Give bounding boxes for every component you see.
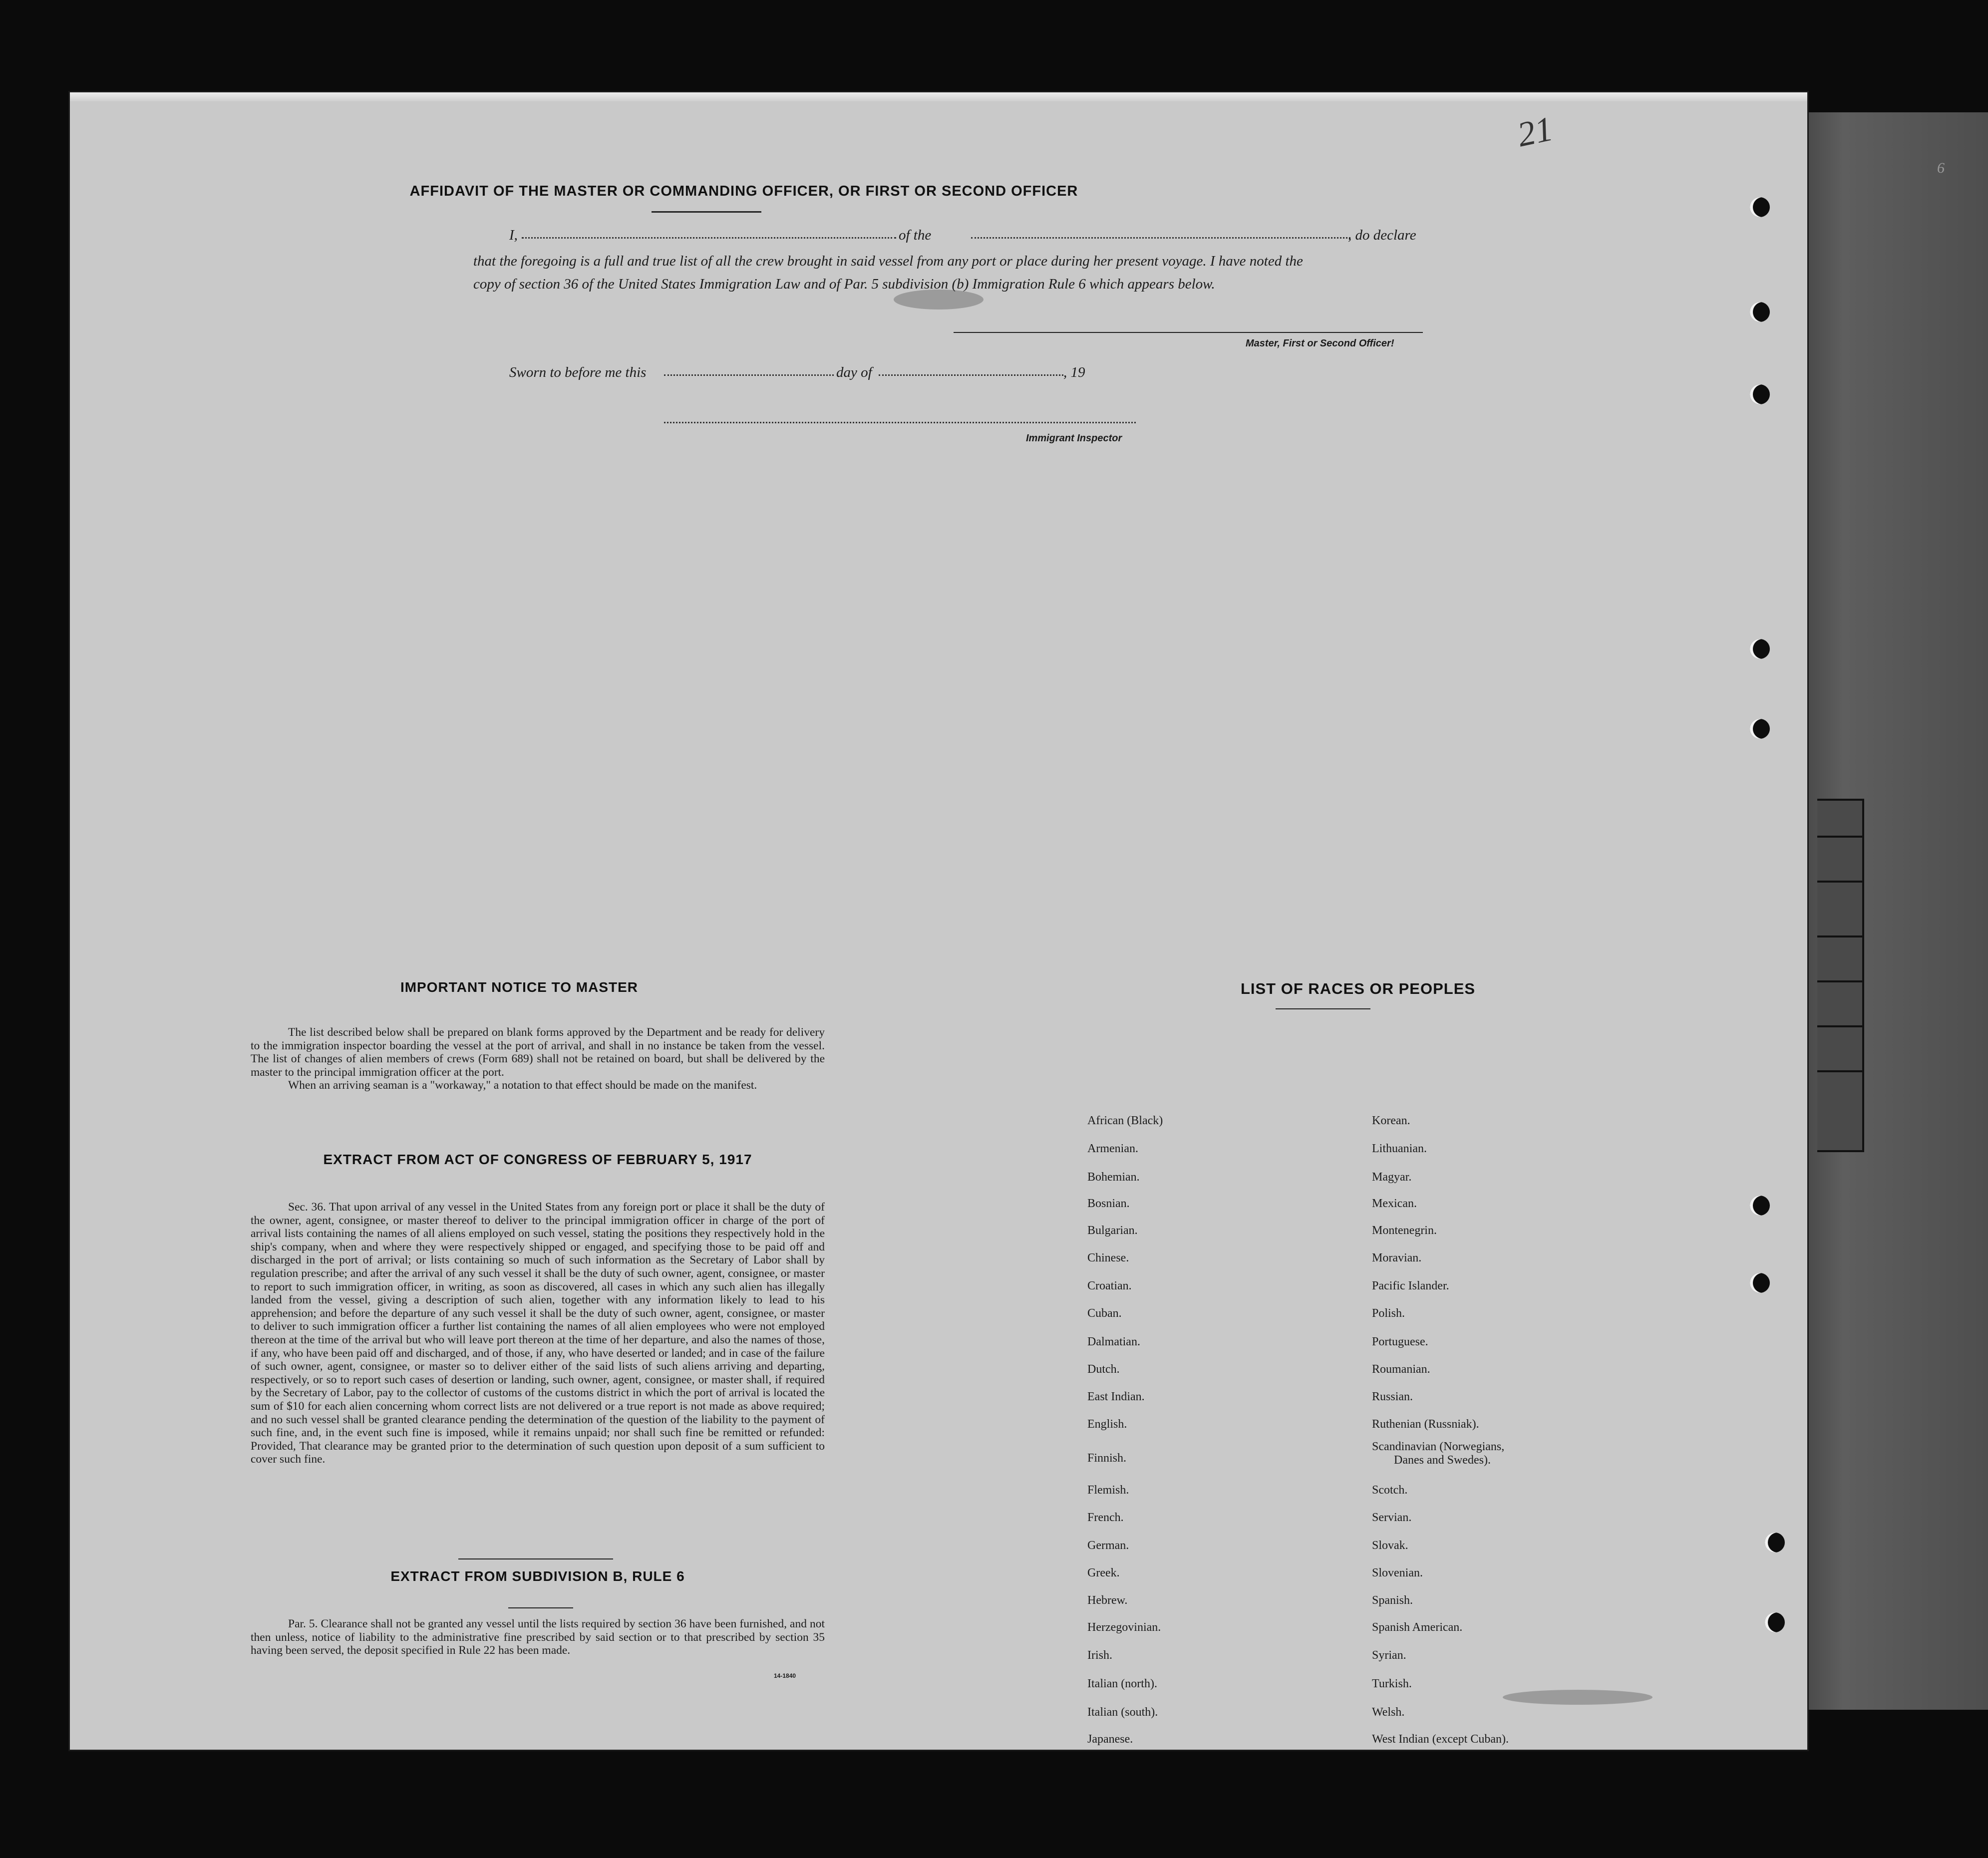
- binder-hole: [1750, 384, 1770, 404]
- race-item: Moravian.: [1372, 1251, 1422, 1264]
- race-item: Syrian.: [1372, 1649, 1406, 1662]
- affidavit-i: I,: [509, 227, 518, 243]
- race-item: Ruthenian (Russniak).: [1372, 1418, 1479, 1431]
- inspector-caption: Immigrant Inspector: [1026, 433, 1122, 444]
- inspector-signature-blank[interactable]: [664, 422, 1136, 423]
- race-item: Servian.: [1372, 1511, 1412, 1524]
- race-item-continuation: Danes and Swedes).: [1394, 1454, 1491, 1467]
- race-item: Spanish American.: [1372, 1621, 1463, 1634]
- rule-extract-text: [251, 1617, 825, 1657]
- notice-paragraph: When an arriving seaman is a "workaway," a notation to that effect should be made on the manifest.: [288, 1079, 757, 1092]
- race-item: Scandinavian (Norwegians,: [1372, 1440, 1505, 1453]
- race-item: West Indian (except Cuban).: [1372, 1733, 1509, 1746]
- race-item: Roumanian.: [1372, 1363, 1430, 1376]
- race-item: Turkish.: [1372, 1677, 1412, 1690]
- race-item: Dutch.: [1087, 1363, 1120, 1376]
- tab-line: [1817, 935, 1862, 937]
- race-item: Polish.: [1372, 1307, 1405, 1320]
- act-extract-title: EXTRACT FROM ACT OF CONGRESS OF FEBRUARY 5, 1917: [323, 1152, 752, 1167]
- race-item: Flemish.: [1087, 1484, 1129, 1497]
- races-title: LIST OF RACES OR PEOPLES: [1240, 980, 1476, 997]
- race-item: Chinese.: [1087, 1251, 1129, 1264]
- race-item: French.: [1087, 1511, 1124, 1524]
- race-item: Welsh.: [1372, 1706, 1405, 1719]
- rule-extract-title: EXTRACT FROM SUBDIVISION B, RULE 6: [390, 1568, 685, 1584]
- side-mark: 6: [1937, 160, 1945, 176]
- race-item: Russian.: [1372, 1390, 1413, 1403]
- tab-line: [1817, 1025, 1862, 1027]
- act-extract-paragraph: Sec. 36. That upon arrival of any vessel in the United States from any foreign port or place it shall be the duty of the owner, agent, consignee, or master thereof to deliver to the principal immigration officer in charge of the port of arrival lists containing the names of all aliens employed on such vessel, stating the positions they respectively hold in the ship's company, when and where they were respectively shipped or engaged, and specifying those to be paid off and discharged in the port of arrival; or lists containing so much of such information as the Secretary of Labor shall by regulation prescribe; and after the arrival of any such vessel it shall be the duty of such owner, agent, consignee, or master to report to such immigration officer, in writing, as soon as discovered, all cases in which any such alien has illegally landed from the vessel, giving a description of such alien, together with any information likely to lead to his apprehension; and before the departure of any such vessel it shall be the duty of such owner, agent, consignee, or master to deliver to such immigration officer a further list containing the names of all alien employees who were not employed thereon at the time of the arrival but who will leave port thereon at the time of her departure, and also the names of those, if any, who have been paid off and discharged, and of those, if any, who have deserted or landed; and in case of the failure of such owner, agent, consignee, or master so to deliver either of the said lists of such aliens arriving and departing, respectively, or so to report such cases of desertion or landing, such owner, agent, consignee, or master shall, if required by the Secretary of Labor, pay to the collector of customs of the customs district in which the port of arrival is located the sum of $10 for each alien concerning whom correct lists are not delivered or a true report is not made as above required; and no such vessel shall be granted clearance pending the determination of the question of the liability to the payment of such fine, and, in the event such fine is imposed, while it remains unpaid; nor shall such fine be remitted or refunded: Provided, That clearance may be granted prior to the determination of such question upon deposit of a sum sufficient to cover such fine.: [251, 1201, 825, 1466]
- underlying-sheet: [1777, 112, 1988, 1710]
- act-extract-text: [251, 1201, 825, 1466]
- race-item: Hebrew.: [1087, 1594, 1128, 1607]
- tab-line: [1817, 980, 1862, 982]
- race-item: Slovak.: [1372, 1539, 1408, 1552]
- affidavit-line2: that the foregoing is a full and true list of all the crew brought in said vessel from any port or place during her present voyage. I have noted the: [473, 253, 1303, 269]
- race-item: Croatian.: [1087, 1279, 1132, 1292]
- signature-caption: Master, First or Second Officer!: [1246, 338, 1394, 349]
- page-number-mark: 21: [1514, 109, 1557, 155]
- race-item: Italian (north).: [1087, 1677, 1157, 1690]
- document-page: [70, 92, 1807, 1750]
- race-item: Bulgarian.: [1087, 1224, 1138, 1237]
- sworn-year: , 19: [1063, 364, 1085, 380]
- affidavit-declare: , do declare: [1348, 227, 1416, 243]
- tab-line: [1817, 1070, 1862, 1072]
- affidavit-title: AFFIDAVIT OF THE MASTER OR COMMANDING OFFICER, OR FIRST OR SECOND OFFICER: [409, 183, 1078, 199]
- race-item: Pacific Islander.: [1372, 1279, 1449, 1292]
- binder-hole: [1765, 1612, 1785, 1632]
- race-item: Montenegrin.: [1372, 1224, 1437, 1237]
- race-item: Armenian.: [1087, 1142, 1138, 1155]
- race-item: East Indian.: [1087, 1390, 1145, 1403]
- affidavit-of-the: of the: [899, 227, 932, 243]
- race-item: Herzegovinian.: [1087, 1621, 1161, 1634]
- tab-line: [1817, 836, 1862, 838]
- name-blank[interactable]: [522, 237, 896, 239]
- section-rule: [508, 1607, 573, 1608]
- race-item: Bohemian.: [1087, 1171, 1140, 1184]
- ink-smudge: [1503, 1690, 1653, 1705]
- notice-title: IMPORTANT NOTICE TO MASTER: [400, 979, 639, 995]
- race-item: Spanish.: [1372, 1594, 1413, 1607]
- rule-extract-paragraph: Par. 5. Clearance shall not be granted any vessel until the lists required by section 36 have been furnished, and not then unless, notice of liability to the administrative fine prescribed by said section or to that prescribed by section 35 having been served, the deposit specified in Rule 22 has been made.: [251, 1617, 825, 1657]
- race-item: Lithuanian.: [1372, 1142, 1427, 1155]
- binder-hole: [1750, 719, 1770, 739]
- race-item: Italian (south).: [1087, 1706, 1158, 1719]
- binder-hole: [1765, 1533, 1785, 1552]
- race-item: Japanese.: [1087, 1733, 1133, 1746]
- notice-text: [251, 1026, 825, 1092]
- binder-hole: [1750, 639, 1770, 659]
- binder-hole: [1750, 1273, 1770, 1293]
- sworn-prefix: Sworn to before me this: [509, 364, 647, 380]
- title-rule: [652, 211, 761, 213]
- race-item: Bosnian.: [1087, 1197, 1130, 1210]
- vessel-blank[interactable]: [971, 237, 1350, 239]
- affidavit-line3: copy of section 36 of the United States Immigration Law and of Par. 5 subdivision (b) Immigration Rule 6 which appears below.: [473, 276, 1215, 292]
- race-item: Scotch.: [1372, 1484, 1408, 1497]
- race-item: Slovenian.: [1372, 1566, 1423, 1579]
- races-title-rule: [1276, 1008, 1370, 1009]
- underlying-tab: [1817, 799, 1864, 1152]
- race-item: German.: [1087, 1539, 1129, 1552]
- form-number: 14-1840: [774, 1672, 796, 1679]
- race-item: Mexican.: [1372, 1197, 1417, 1210]
- sworn-day-of: day of: [836, 364, 872, 380]
- race-item: Greek.: [1087, 1566, 1120, 1579]
- sworn-month-blank[interactable]: [879, 374, 1063, 376]
- race-item: Portuguese.: [1372, 1335, 1428, 1348]
- race-item: Cuban.: [1087, 1307, 1122, 1320]
- binder-hole: [1750, 302, 1770, 322]
- race-item: Korean.: [1372, 1114, 1410, 1127]
- race-item: Finnish.: [1087, 1452, 1127, 1465]
- ink-smudge: [894, 290, 984, 310]
- race-item: English.: [1087, 1418, 1127, 1431]
- notice-paragraph: The list described below shall be prepared on blank forms approved by the Department and be ready for delivery to the immigration inspector boarding the vessel at the port of arrival, and shall in no instance be taken from the vessel. The list of changes of alien members of crews (Form 689) shall not be retained on board, but shall be delivered by the master to the principal immigration officer at the port.: [251, 1026, 825, 1079]
- section-rule: [458, 1558, 613, 1559]
- sworn-day-blank[interactable]: [664, 374, 834, 376]
- race-item: Dalmatian.: [1087, 1335, 1140, 1348]
- binder-hole: [1750, 1196, 1770, 1216]
- race-item: Irish.: [1087, 1649, 1112, 1662]
- binder-hole: [1750, 197, 1770, 217]
- race-item: African (Black): [1087, 1114, 1163, 1127]
- race-item: Magyar.: [1372, 1171, 1412, 1184]
- signature-line[interactable]: [954, 332, 1423, 333]
- tab-line: [1817, 881, 1862, 883]
